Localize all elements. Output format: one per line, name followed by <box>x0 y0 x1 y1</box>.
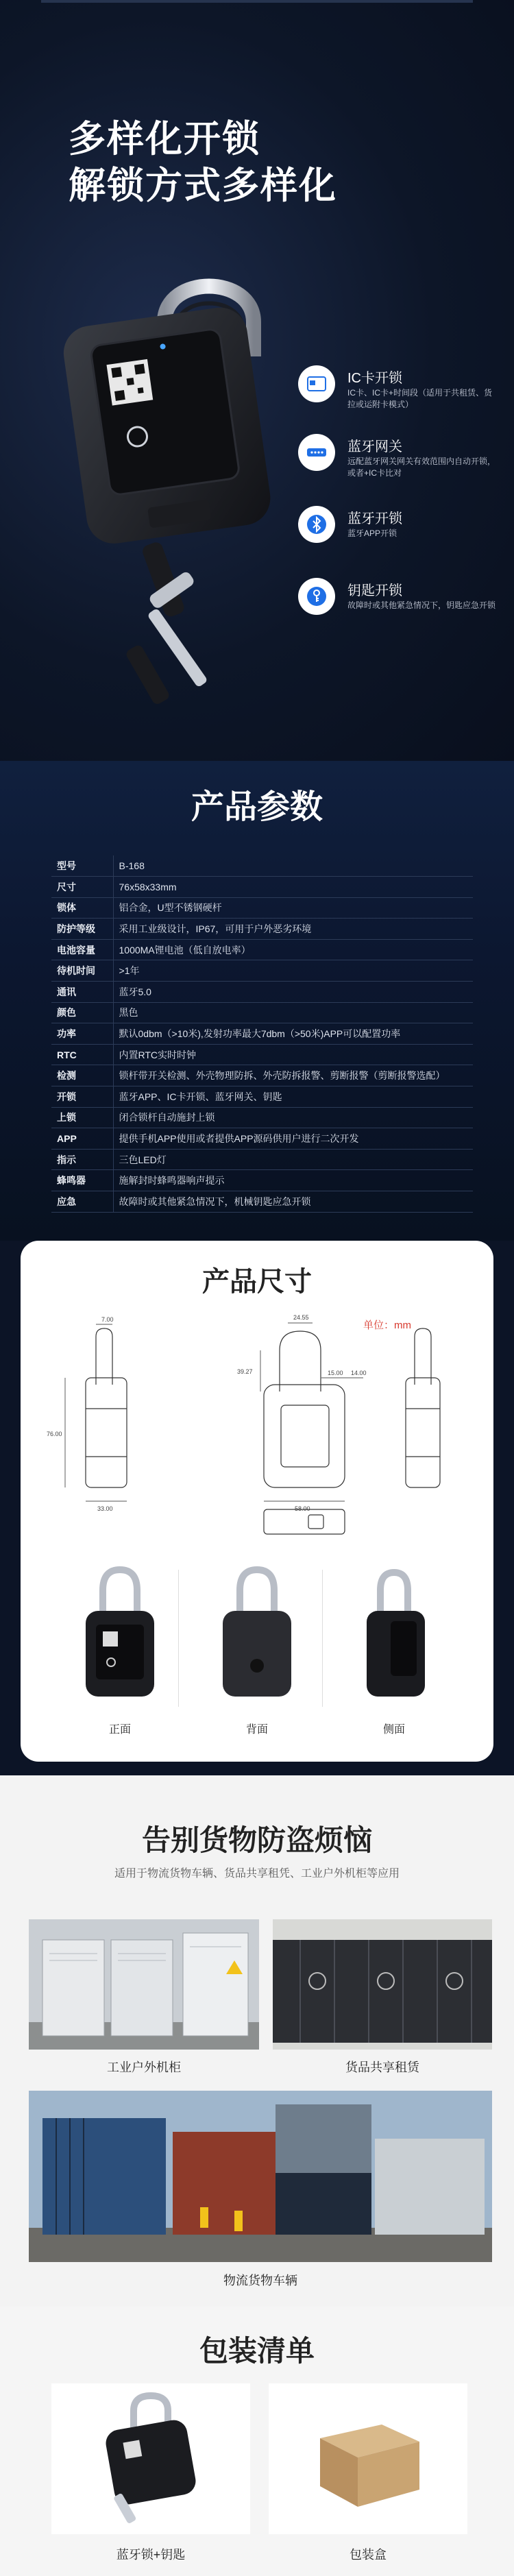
spec-key: RTC <box>51 1044 113 1065</box>
feature-ic-card <box>298 365 504 420</box>
spec-value: >1年 <box>113 960 473 982</box>
dimension-drawing <box>21 1309 493 1535</box>
spec-row <box>51 960 473 982</box>
package-label-lock: 蓝牙锁+钥匙 <box>116 2548 186 2562</box>
divider <box>322 1570 323 1707</box>
hero-section <box>0 0 514 761</box>
spec-key: 防护等级 <box>51 919 113 940</box>
bluetooth-icon <box>298 506 335 543</box>
spec-value: 三色LED灯 <box>113 1149 473 1170</box>
spec-key: 尺寸 <box>51 877 113 898</box>
spec-key: 通讯 <box>51 982 113 1003</box>
spec-key: 指示 <box>51 1149 113 1170</box>
package-item-card <box>269 2383 467 2534</box>
spec-row <box>51 1170 473 1191</box>
spec-row <box>51 1002 473 1023</box>
dim-label: 76.00 <box>47 1431 62 1437</box>
specs-section <box>0 761 514 1241</box>
dim-label: 24.55 <box>293 1314 309 1321</box>
dimensions-card <box>21 1241 493 1762</box>
spec-row <box>51 1128 473 1150</box>
spec-value: 闭合锁杆自动施封上锁 <box>113 1107 473 1128</box>
spec-row <box>51 855 473 877</box>
feature-title: IC卡开锁 <box>347 371 402 386</box>
spec-row <box>51 1191 473 1213</box>
spec-value: 提供手机APP使用或者提供APP源码供用户进行二次开发 <box>113 1128 473 1150</box>
feature-desc: 远配蓝牙网关网关有效范围内自动开锁，或者+IC卡比对 <box>347 457 496 478</box>
spec-value: 黑色 <box>113 1002 473 1023</box>
spec-key: 检测 <box>51 1065 113 1086</box>
gateway-icon <box>298 434 335 471</box>
package-label-box: 包装盒 <box>350 2548 387 2562</box>
cabinet-image <box>29 1919 259 2050</box>
spec-row <box>51 919 473 940</box>
feature-desc: 蓝牙APP开锁 <box>347 528 397 538</box>
spec-row <box>51 1065 473 1086</box>
spec-row <box>51 897 473 919</box>
ic-card-icon <box>298 365 335 402</box>
package-title: 包装清单 <box>199 2335 315 2367</box>
spec-value: 默认0dbm（>10米),发射功率最大7dbm（>50米)APP可以配置功率 <box>113 1023 473 1045</box>
top-bar <box>41 0 473 3</box>
lock-with-key-image <box>93 2390 209 2527</box>
spec-row <box>51 982 473 1003</box>
spec-row <box>51 1107 473 1128</box>
spec-value: 采用工业级设计，IP67，可用于户外恶劣环境 <box>113 919 473 940</box>
scenarios-section <box>0 1775 514 2307</box>
spec-key: 蜂鸣器 <box>51 1170 113 1191</box>
hero-title-line2: 解锁方式多样化 <box>69 165 337 206</box>
dimensions-section <box>0 1241 514 1775</box>
product-front-image <box>69 1563 171 1707</box>
spec-key: APP <box>51 1128 113 1150</box>
shared-rental-image <box>273 1919 492 2050</box>
spec-value: 铝合金，U型不锈钢硬杆 <box>113 897 473 919</box>
scenarios-title: 告别货物防盗烦恼 <box>141 1824 372 1856</box>
spec-key: 功率 <box>51 1023 113 1045</box>
divider <box>178 1570 179 1707</box>
scenario-label-rental: 货品共享租赁 <box>345 2061 419 2074</box>
spec-key: 型号 <box>51 855 113 877</box>
feature-key <box>298 578 504 633</box>
scenarios-subtitle: 适用于物流货物车辆、货品共享租凭、工业户外机柜等应用 <box>114 1868 400 1880</box>
specs-title: 产品参数 <box>191 789 323 825</box>
dimensions-title: 产品尺寸 <box>202 1267 312 1297</box>
spec-value: 蓝牙5.0 <box>113 982 473 1003</box>
view-label-back: 背面 <box>245 1724 268 1736</box>
logistics-image <box>29 2091 492 2262</box>
dim-label: 15.00 <box>328 1370 343 1376</box>
dim-label: 7.00 <box>101 1316 114 1323</box>
spec-key: 锁体 <box>51 897 113 919</box>
feature-title: 蓝牙开锁 <box>347 511 402 526</box>
spec-value: 内置RTC实时时钟 <box>113 1044 473 1065</box>
spec-value: 1000MA锂电池（低自放电率） <box>113 939 473 960</box>
scenario-label-logistics: 物流货物车辆 <box>223 2274 297 2287</box>
dim-label: 14.00 <box>351 1370 367 1376</box>
unit-label: 单位：mm <box>363 1320 411 1331</box>
spec-key: 上锁 <box>51 1107 113 1128</box>
package-section <box>0 2307 514 2576</box>
spec-row <box>51 1023 473 1045</box>
spec-value: 故障时或其他紧急情况下，机械钥匙应急开锁 <box>113 1191 473 1213</box>
spec-value: 76x58x33mm <box>113 877 473 898</box>
dim-label: 58.00 <box>295 1505 310 1512</box>
padlock-image <box>34 260 295 706</box>
dim-label: 33.00 <box>97 1505 113 1512</box>
product-side-image <box>343 1563 445 1707</box>
spec-value: 锁杆带开关检测、外壳物理防拆、外壳防拆报警、剪断报警（剪断报警选配） <box>113 1065 473 1086</box>
package-box-image <box>306 2404 430 2514</box>
spec-row <box>51 1149 473 1170</box>
feature-bluetooth <box>298 506 504 561</box>
spec-value: 施解封时蜂鸣器响声提示 <box>113 1170 473 1191</box>
feature-title: 蓝牙网关 <box>347 439 402 454</box>
spec-value: 蓝牙APP、IC卡开锁、蓝牙网关、钥匙 <box>113 1086 473 1108</box>
spec-row <box>51 1044 473 1065</box>
view-label-side: 侧面 <box>382 1724 405 1736</box>
spec-key: 待机时间 <box>51 960 113 982</box>
key-icon <box>298 578 335 615</box>
dim-label: 39.27 <box>237 1368 253 1375</box>
spec-row <box>51 1086 473 1108</box>
spec-key: 应急 <box>51 1191 113 1213</box>
feature-desc: IC卡、IC卡+时间段（适用于共租赁、货拉或运附卡模式） <box>347 388 493 409</box>
scenario-label-cabinet: 工业户外机柜 <box>107 2061 181 2074</box>
spec-key: 颜色 <box>51 1002 113 1023</box>
spec-row <box>51 939 473 960</box>
feature-desc: 故障时或其他紧急情况下，钥匙应急开锁 <box>347 600 496 610</box>
specs-table <box>51 855 473 1213</box>
view-label-front: 正面 <box>108 1724 131 1736</box>
hero-title-line1: 多样化开锁 <box>69 119 260 160</box>
spec-key: 电池容量 <box>51 939 113 960</box>
spec-key: 开锁 <box>51 1086 113 1108</box>
spec-row <box>51 877 473 898</box>
feature-title: 钥匙开锁 <box>347 583 402 598</box>
product-back-image <box>206 1563 308 1707</box>
spec-value: B-168 <box>113 855 473 877</box>
feature-gateway <box>298 434 504 489</box>
package-item-card <box>51 2383 250 2534</box>
